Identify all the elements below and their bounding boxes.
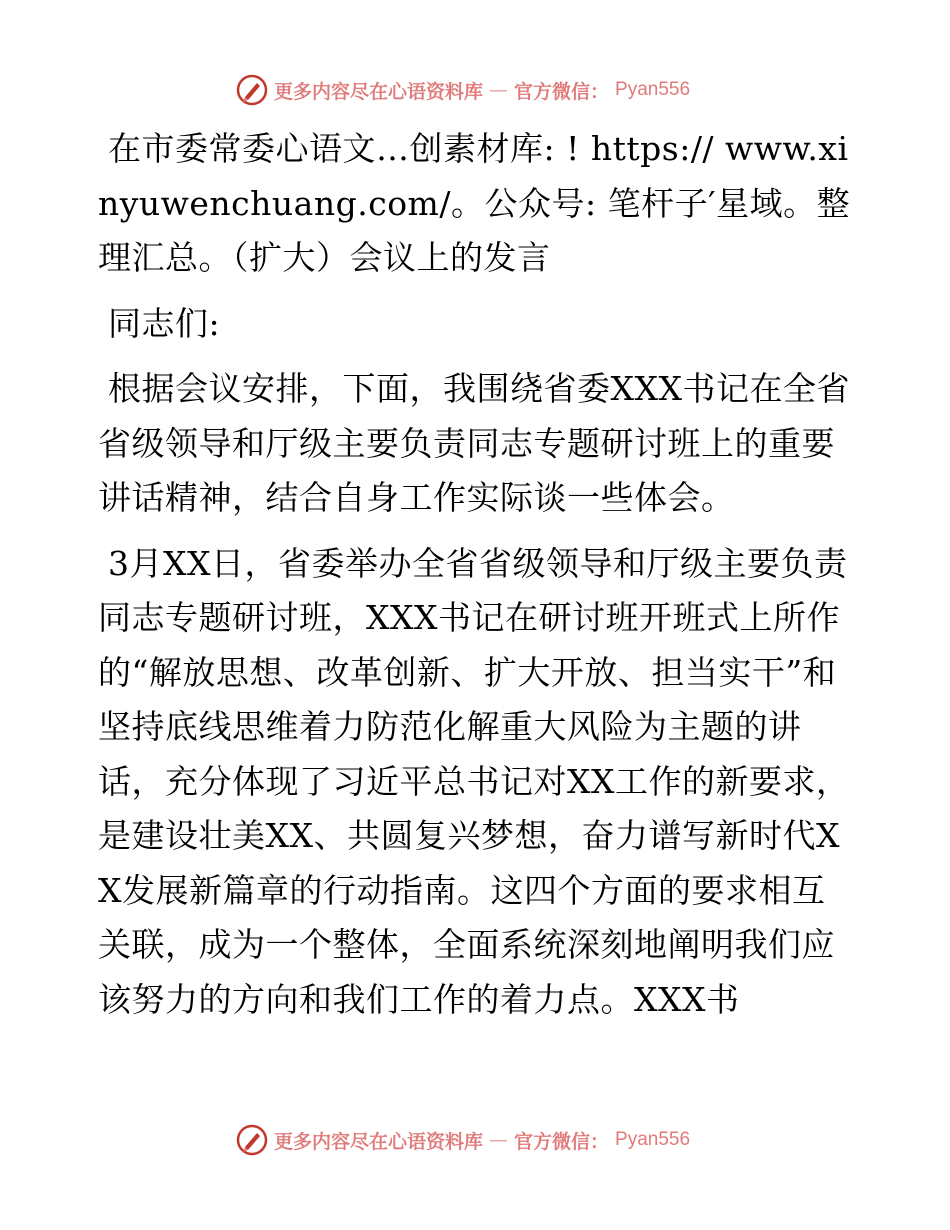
footer-promo-text: 更多内容尽在心语资料库 <box>274 1130 484 1153</box>
document-body <box>98 122 858 1038</box>
red-pen-logo-icon <box>236 74 268 106</box>
footer-wechat-label: 官方微信： <box>514 1130 610 1153</box>
document-title: 在市委常委心语文…创素材库: ! https:// www.xinyuwenchuang.com/。公众号: 笔杆子′星域。整理汇总。（扩大）会议上的发言 <box>98 129 851 277</box>
header-wechat-label: 官方微信： <box>514 80 610 103</box>
red-pen-logo-icon <box>236 1124 268 1156</box>
header-wechat-id: Pyan556 <box>615 79 691 100</box>
paragraph: 根据会议安排，下面，我围绕省委XXX书记在全省省级领导和厅级主要负责同志专题研讨班上的重要讲话精神，结合自身工作实际谈一些体会。 <box>98 369 850 517</box>
header-promo-text: 更多内容尽在心语资料库 <box>274 80 484 103</box>
header-separator: — <box>489 79 509 101</box>
footer-wechat-id: Pyan556 <box>615 1129 691 1150</box>
salutation: 同志们: <box>108 303 221 343</box>
footer-separator: — <box>489 1129 509 1151</box>
footer-banner <box>236 1122 716 1158</box>
header-banner <box>236 72 716 108</box>
paragraph: 3月XX日，省委举办全省省级领导和厅级主要负责同志专题研讨班，XXX书记在研讨班开班式上所作的“解放思想、改革创新、扩大开放、担当实干”和坚持底线思维着力防范化解重大风险为主题的讲话，充分体现了习近平总书记对XX工作的新要求，是建设壮美XX、共圆复兴梦想，奋力谱写新时代XX发展新篇章的行动指南。这四个方面的要求相互关联，成为一个整体，全面系统深刻地阐明我们应该努力的方向和我们工作的着力点。XXX书 <box>98 543 850 1019</box>
